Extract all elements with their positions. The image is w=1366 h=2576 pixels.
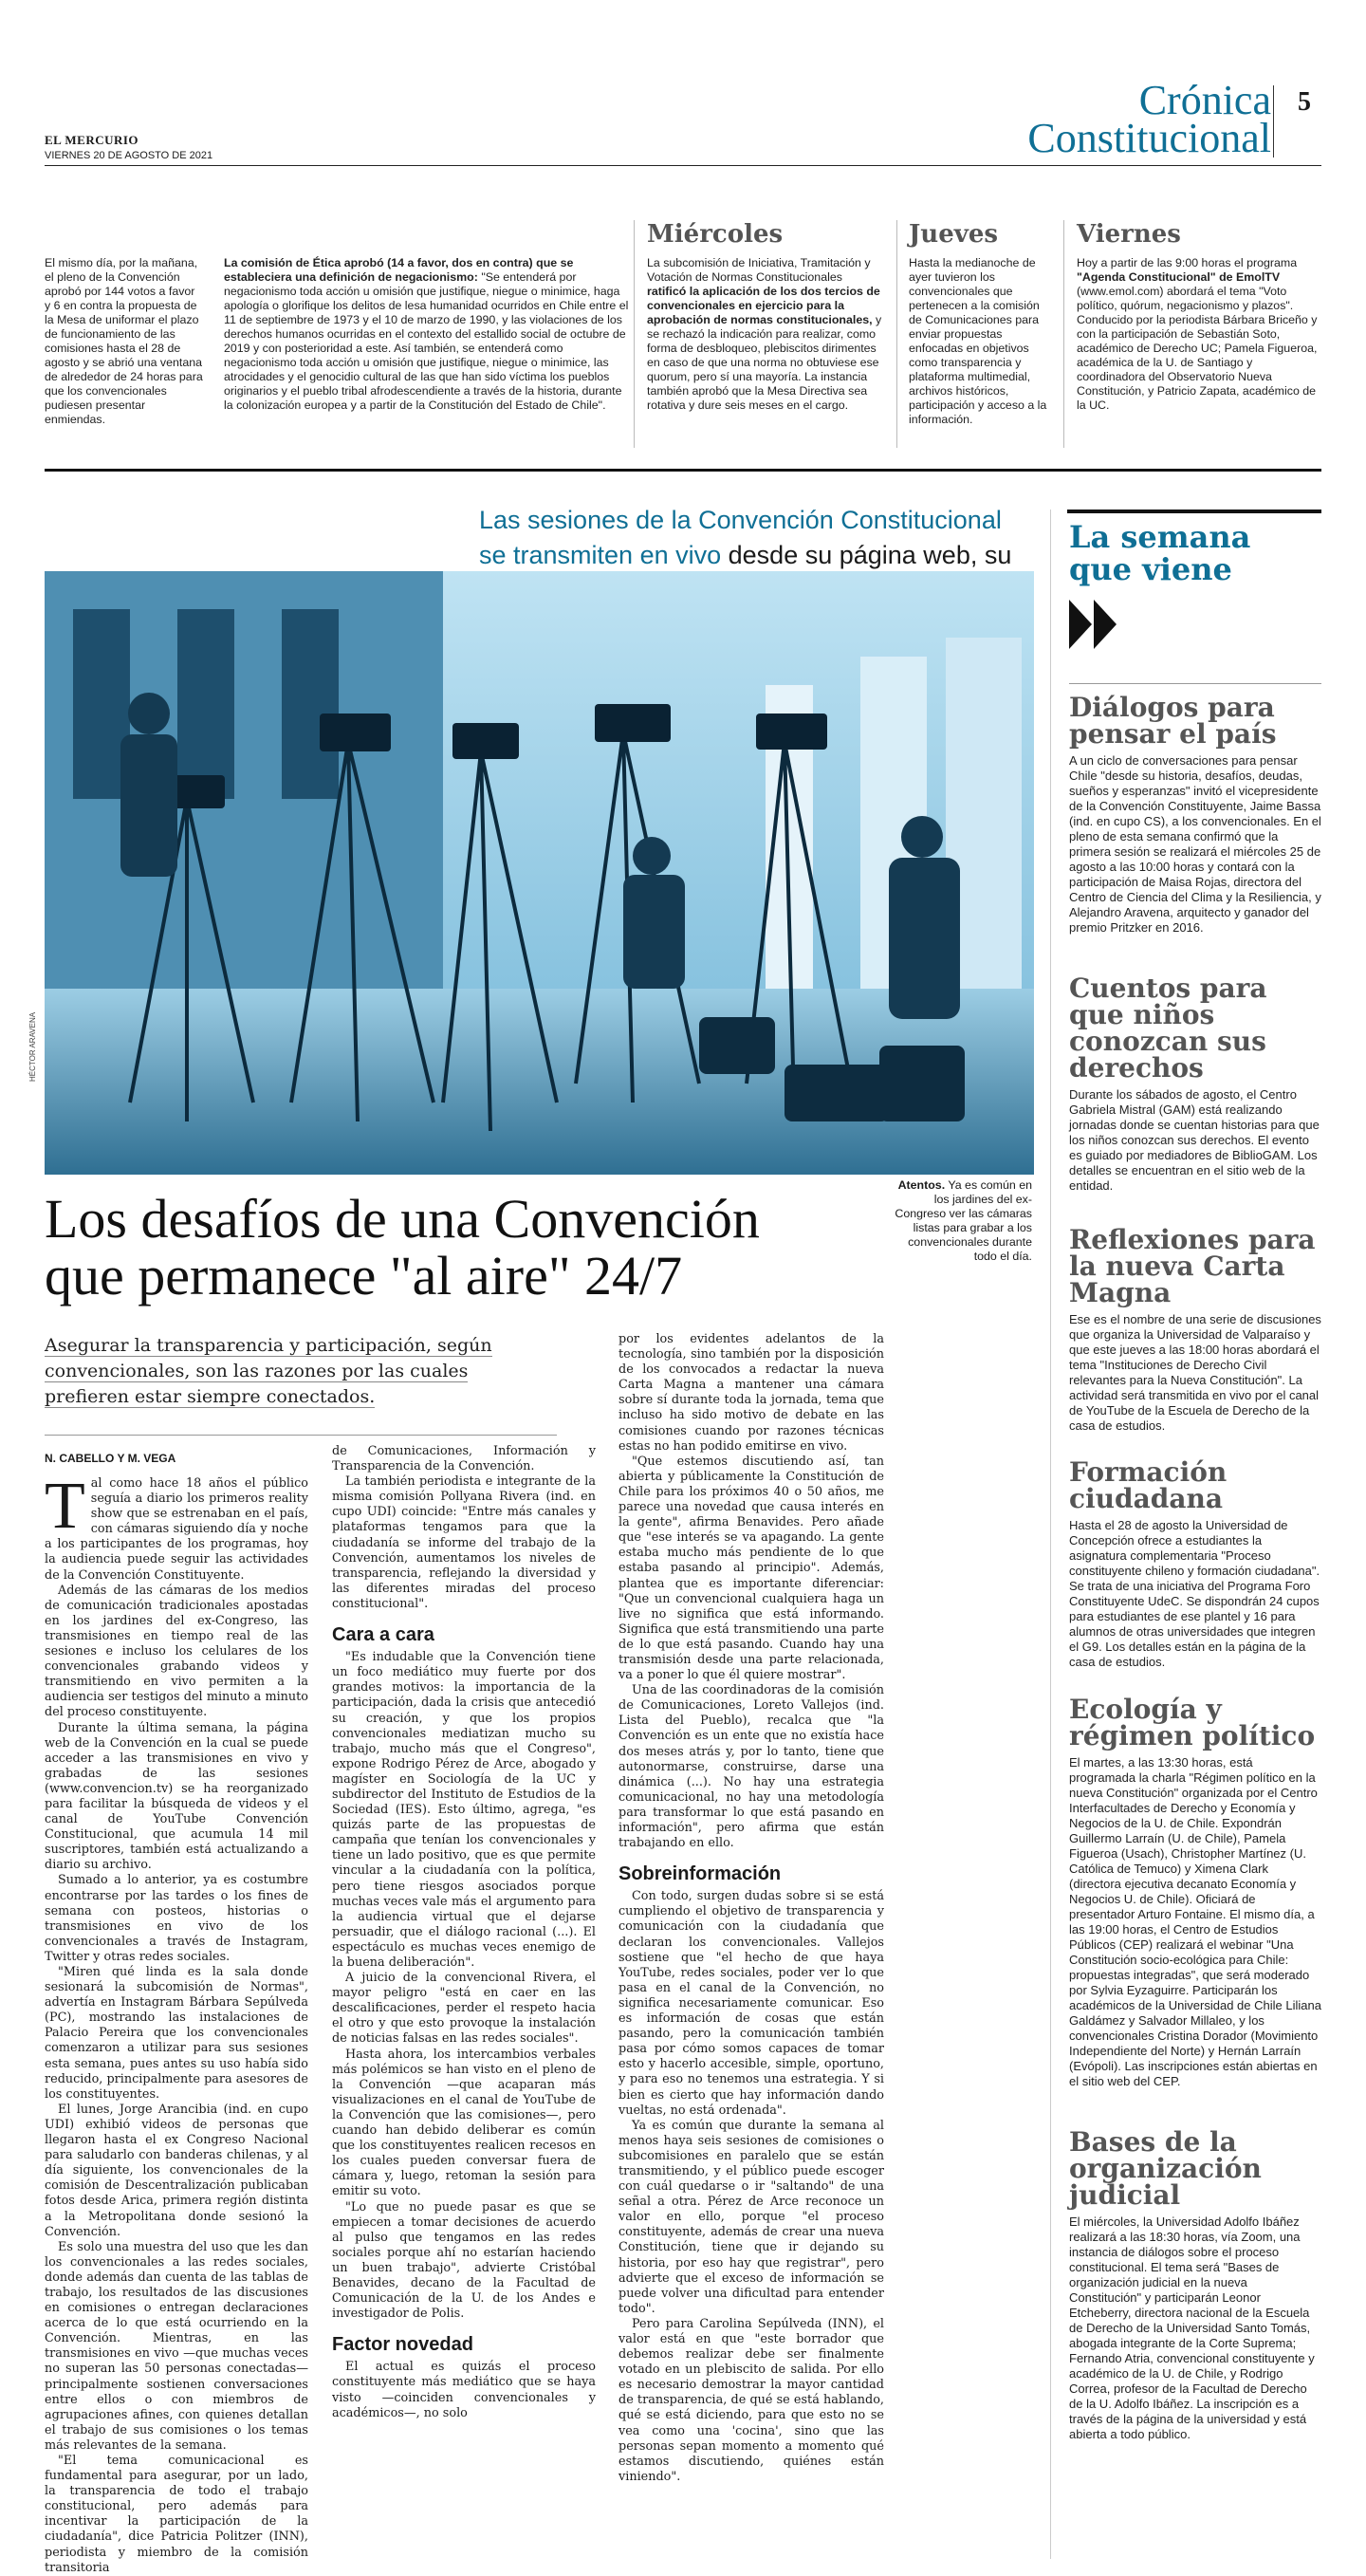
- header-rule: [45, 165, 1321, 166]
- section-title-line1: Crónica: [1138, 77, 1271, 123]
- article-column-2: [332, 1444, 596, 2421]
- day-text-viernes: [1077, 256, 1320, 413]
- photo-cameras: [45, 571, 1034, 1175]
- masthead-name: EL MERCURIO: [45, 133, 139, 147]
- byline: N. CABELLO Y M. VEGA: [45, 1452, 176, 1465]
- sidebar-item-formacion: [1069, 1456, 1321, 1670]
- paragraph: Ya es común que durante la semana al menos haya seis sesiones de comisiones o subcomisiones en paralelo que se están transmitiendo, y el público puede escoger con cuál quedarse o ir "saltando" de una señal a otra. Pérez de Arce reconoce un valor en ello, porque "el proceso constituyente, además de crear una nueva Constitución, tiene que ir dejando su historia, por eso hay que registrar", pero advierte que el exceso de información se puede volver una dificultad para entender todo".: [618, 2118, 884, 2316]
- sidebar-item-text: Durante los sábados de agosto, el Centro Gabriela Mistral (GAM) está realizando jornadas donde se cuentan historias para que los niños conozcan sus derechos. El evento es guiado por mediadores de BiblioGAM. Los detalles se encuentran en el sitio web de la entidad.: [1069, 1087, 1320, 1193]
- paragraph: "Miren qué linda es la sala donde sesionará la subcomisión de Normas", advertía en Instagram Bárbara Sepúlveda (PC), mostrando las instalaciones de Palacio Pereira que los convencionales comenzaron a utilizar para sus sesiones esta semana, pues antes su uso había sido reducido, principalmente para asesores de los constituyentes.: [45, 1965, 308, 2102]
- section-title: [949, 77, 1271, 161]
- paragraph: de Comunicaciones, Información y Transparencia de la Convención.: [332, 1444, 596, 1474]
- miercoles-bold: ratificó la aplicación de los dos tercios de convencionales en ejercicio para la aprobación de normas constitucionales,: [647, 285, 880, 326]
- paragraph: La también periodista e integrante de la misma comisión Pollyana Rivera (ind. en cupo UDI) coincide: "Entre más canales y plataformas tengamos para que la ciudadanía se informe del trabajo de la Convención, aumentamos los niveles de transparencia, reflejando la diversidad y las diferentes miradas del proceso constitucional".: [332, 1474, 596, 1611]
- sidebar-item-text: Hasta el 28 de agosto la Universidad de Concepción ofrece a estudiantes la asignatura complementaria "Proceso constituyente chileno y formación ciudadana". Se trata de una iniciativa del Programa Foro Constituyente UdeC. Se dispondrán 24 cupos para estudiantes de ese plantel y 16 para alumnos de otras universidades que integren el G9. Los detalles están en la página de la casa de estudios.: [1069, 1518, 1320, 1669]
- day-title-miercoles: Miércoles: [647, 220, 784, 249]
- sidebar-separator: [1069, 683, 1321, 684]
- photo-caption: [892, 1178, 1032, 1264]
- viernes-pre: Hoy a partir de las 9:00 horas el programa: [1077, 256, 1298, 269]
- day-title-viernes: Viernes: [1077, 220, 1181, 249]
- paragraph: Durante la última semana, la página web de la Convención en la cual se puede acceder a las transmisiones en vivo y grabadas de las sesiones (www.convencion.tv) se ha reorganizado para facilitar la búsqueda de videos y el canal de YouTube Convención Constitucional, que acumula 14 mil suscriptores, también está actualizando a diario su archivo.: [45, 1720, 308, 1873]
- day-text-miercoles: [647, 256, 884, 413]
- deck: [45, 1333, 557, 1410]
- sidebar-item-dialogos: [1069, 692, 1321, 936]
- article-column-3: [618, 1332, 884, 2485]
- paragraph: Además de las cámaras de los medios de comunicación tradicionales apostadas en los jardines del ex-Congreso, las transmisiones en tiempo real de las sesiones e incluso los celulares de los convencionales grabando videos y transmitiendo en vivo permiten a la audiencia ser testigos del minuto a minuto del proceso constituyente.: [45, 1583, 308, 1720]
- sidebar-title: [1069, 521, 1250, 585]
- sidebar-item-text: A un ciclo de conversaciones para pensar Chile "desde su historia, desafíos, deudas, sueños y esperanzas" invitó el vicepresidente de la Convención Constituyente, Jaime Bassa (ind. en cupo CS), a los convencionales. En el pleno de esta semana confirmó que la primera sesión se realizará el miércoles 25 de agosto a las 10:00 horas y contará con la participación de Maisa Rojas, directora del Centro de Ciencia del Clima y la Resiliencia, y Alejandro Aravena, arquitecto y ganador del premio Pritzker en 2016.: [1069, 753, 1321, 935]
- subhead-factor-novedad: Factor novedad: [332, 2334, 473, 2356]
- sidebar-divider: [1050, 510, 1051, 2559]
- sidebar-item-ecologia: [1069, 1696, 1321, 2089]
- sidebar-item-reflexiones: [1069, 1224, 1321, 1434]
- sidebar-item-title: Diálogos para pensar el país: [1069, 692, 1277, 750]
- article-column-1: [45, 1470, 308, 2576]
- day-text-jueves: Hasta la medianoche de ayer tuvieron los convencionales que pertenecen a la comisión de Comunicaciones para enviar propuestas enfocadas en objetivos como transparencia y plataforma multimedial, archivos históricos, participación y acceso a la información.: [909, 256, 1047, 426]
- headline: [45, 1188, 898, 1307]
- double-arrow-icon: [1069, 600, 1122, 654]
- sidebar-item-title: Ecología y régimen político: [1069, 1694, 1316, 1751]
- paragraph: por los evidentes adelantos de la tecnología, sino también por la disposición de los convocados a redactar la nueva Carta Magna a mantener una cámara sobre sí durante toda la jornada, tema que incluso ha sido motivo de debate en las comisiones cuando por razones técnicas estas no han podido emitirse en vivo.: [618, 1332, 884, 1454]
- paragraph: Una de las coordinadoras de la comisión de Comunicaciones, Loreto Vallejos (ind. Lista del Pueblo), recalca que "la Convención es un ente que no existía hace dos meses atrás y, por lo tanto, tiene que autonormarse, construirse, darse una dinámica (...). No hay una estrategia comunicacional, no hay una metodología para transformar lo que está pasando en información", pero afirma que están trabajando en ello.: [618, 1683, 884, 1851]
- paragraph: Pero para Carolina Sepúlveda (INN), el valor está en que "este borrador que debemos realizar debe ser finalmente votado en un plebiscito de salida. Por ello es necesario demostrar la mayor cantidad de transparencia, de qué se está hablando, qué se está diciendo, para que esto no se vea como una 'cocina', sino que las personas sepan momento a momento qué estamos discutiendo, quiénes están viniendo".: [618, 2316, 884, 2484]
- sidebar-item-title: Bases de la organización judicial: [1069, 2126, 1262, 2211]
- paragraph: A juicio de la convencional Rivera, el mayor peligro "está en caer en las descalificaciones, perder el respeto hacia el otro y que esto provoque la instalación de noticias falsas en las redes sociales".: [332, 1971, 596, 2047]
- photo-caption-text: Ya es común en los jardines del ex-Congreso ver las cámaras listas para grabar a los convencionales durante todo el día.: [895, 1178, 1032, 1263]
- pullquote-part-a: Las sesiones de la Convención Constitucional se transmiten en vivo: [479, 506, 1002, 569]
- sidebar-item-title: Formación ciudadana: [1069, 1456, 1228, 1514]
- top-col-2: [224, 256, 632, 413]
- masthead-date: VIERNES 20 DE AGOSTO DE 2021: [45, 150, 213, 161]
- sidebar-title-line1: La semana: [1069, 519, 1251, 555]
- paragraph: "Que estemos discutiendo así, tan abierta y públicamente la Constitución de Chile para los próximos 40 o 50 años, me parece una novedad que causa interés en la gente", afirma Benavides. Pero añade que "ese interés se va apagando. La gente estaba mucho más pendiente de lo que estaba pasando al principio". Además, plantea que es importante diferenciar: "Que un convencional cualquiera haga un live no significa que está informando. Significa que está transmitiendo una parte de lo que está pasando. Cuando hay una transmisión desde una parte relacionada, va a poner lo que él quiere mostrar".: [618, 1454, 884, 1683]
- paragraph: Es solo una muestra del uso que les dan los convencionales a las redes sociales, donde además dan cuenta de las tablas de trabajo, los resultados de las discusiones en comisiones o entregan declaraciones acerca de lo que está ocurriendo en la Convención. Mientras, en las transmisiones en vivo —que muchas veces no superan las 50 personas conectadas— principalmente sostienen conversaciones entre ellos o con miembros de agrupaciones afines, con quienes detallan el trabajo de sus comisiones o los temas más relevantes de la semana.: [45, 2239, 308, 2453]
- photo-credit: HÉCTOR ARAVENA: [28, 1011, 37, 1082]
- miercoles-post: y se rechazó la indicación para realizar, como forma de desbloqueo, plebiscitos dirimentes en caso de que una norma no obtuviese ese quorum, pero sí una mayoría. La instancia también aprobó que la Mesa Directiva sea rotativa y dure seis meses en el cargo.: [647, 313, 882, 412]
- deck-rule: [45, 1435, 557, 1436]
- paragraph: al como hace 18 años el público seguía a diario los primeros reality show que se estrenaban en el país, con cámaras siguiendo día y noche a los participantes de los programas, hoy la audiencia puede seguir las actividades de la Convención Constituyente.: [45, 1476, 308, 1583]
- header-divider: [1273, 85, 1274, 158]
- section-rule: [45, 469, 1321, 472]
- sidebar-item-text: Ese es el nombre de una serie de discusiones que organiza la Universidad de Valparaíso y que este jueves a las 18:00 horas abordará el tema "Instituciones de Derecho Civil relevantes para la Nueva Constitución". La actividad será transmitida en vivo por el canal de YouTube de la Escuela de Derecho de la casa de estudios.: [1069, 1312, 1321, 1433]
- paragraph: El lunes, Jorge Arancibia (ind. en cupo UDI) exhibió videos de personas que llegaron hasta el ex Congreso Nacional para saludarlo con banderas chilenas, y al día siguiente, los convencionales de la comisión de Descentralización publicaban fotos desde Arica, primera región distinta a la Metropolitana donde sesionó la Convención.: [45, 2102, 308, 2239]
- viernes-post: (www.emol.com) abordará el tema "Voto político, quórum, negacionismo y plazos". Conducido por la periodista Bárbara Briceño y con la participación de Sebastián Soto, académico de Derecho UC; Pamela Figueroa, académica de la U. de Santiago y coordinadora del Observatorio Nueva Constitución, y Patricio Zapata, académico de la UC.: [1077, 285, 1318, 412]
- sidebar-item-bases: [1069, 2126, 1321, 2442]
- headline-line-1: Los desafíos de una Convención: [45, 1188, 760, 1250]
- drop-cap: T: [45, 1470, 85, 1543]
- top-divider: [896, 220, 897, 448]
- subhead-cara-a-cara: Cara a cara: [332, 1624, 434, 1646]
- sidebar-item-title: Cuentos para que niños conozcan sus derechos: [1069, 973, 1267, 1084]
- sidebar-item-title: Reflexiones para la nueva Carta Magna: [1069, 1224, 1316, 1308]
- top-col-2-body: "Se entenderá por negacionismo toda acción u omisión que justifique, niegue o minimice, haga apología o glorifique los delitos de lesa humanidad ocurridos en Chile entre el 11 de septiembre de 1973 y el 10 de marzo de 1990, y las violaciones de los derechos humanos ocurridas en el contexto del estallido social de octubre de 2019 y con posterioridad a este. Así también, se entenderá como negacionismo toda acción u omisión que justifique, niegue o minimice, las atrocidades y el genocidio cultural de las que han sido víctima los pueblos originarios y el pueblo tribal afrodescendiente a través de la historia, durante la colonización europea y a partir de la Constitución del Estado de Chile".: [224, 270, 629, 412]
- sidebar-top-rule: [1067, 510, 1321, 513]
- day-title-jueves: Jueves: [909, 220, 999, 249]
- paragraph: Hasta ahora, los intercambios verbales más polémicos se han visto en el pleno de la Convención —que acaparan más visualizaciones en el canal de YouTube de la Convención que las comisiones—, pero cuando han debido deliberar es común que los constituyentes realicen recesos en los cuales pueden conversar fuera de cámara y, luego, retoman la sesión para emitir su voto.: [332, 2047, 596, 2199]
- headline-line-2: que permanece "al aire" 24/7: [45, 1245, 683, 1307]
- page-number: 5: [1298, 87, 1311, 117]
- pullquote-part-b: desde su página web, su: [728, 541, 1012, 569]
- sidebar-item-text: El miércoles, la Universidad Adolfo Ibáñez realizará a las 18:30 horas, vía Zoom, una instancia de diálogos sobre el proceso constitucional. El tema será "Bases de organización judicial en la nueva Constitución" y participarán Leonor Etcheberry, directora nacional de la Escuela de Derecho de la Universidad Santo Tomás, abogada integrante de la Corte Suprema; Fernando Atria, convencional constituyente y académico de la U. de Chile, y Rodrigo Correa, profesor de la Facultad de Derecho de la U. Adolfo Ibáñez. La inscripción es a través de la página de la universidad y está abierta a todo público.: [1069, 2215, 1315, 2441]
- paragraph: "El tema comunicacional es fundamental para asegurar, por un lado, la transparencia de todo el trabajo constitucional, pero además para incentivar la participación de la ciudadanía", dice Patricia Politzer (INN), periodista y miembro de la comisión transitoria: [45, 2454, 308, 2575]
- top-col-2-lead: La comisión de Ética aprobó (14 a favor, dos en contra) que se estableciera una definición de negacionismo:: [224, 256, 574, 284]
- subhead-sobreinformacion: Sobreinformación: [618, 1863, 782, 1885]
- section-title-line2: Constitucional: [1027, 115, 1271, 161]
- photo-illustration: [45, 571, 1034, 1175]
- paragraph: "Lo que no puede pasar es que se empiecen a tomar decisiones de acuerdo al pulso que tengamos en las redes sociales porque ahí no estarían haciendo un buen trabajo", advierte Cristóbal Benavides, decano de la Facultad de Comunicación de la U. de los Andes e investigador de Polis.: [332, 2199, 596, 2322]
- top-col-1: El mismo día, por la mañana, el pleno de la Convención aprobó por 144 votos a favor y 6 en contra la propuesta de la Mesa de uniformar el plazo de funcionamiento de las comisiones hasta el 28 de agosto y se abrió una ventana de alrededor de 24 horas para que los convencionales pudiesen presentar enmiendas.: [45, 256, 203, 426]
- deck-text: Asegurar la transparencia y participación, según convencionales, son las razones por las cuales prefieren estar siempre conectados.: [45, 1335, 492, 1407]
- sidebar-title-line2: que viene: [1069, 551, 1232, 587]
- paragraph: Con todo, surgen dudas sobre si se está cumpliendo el objetivo de transparencia y comunicación con la ciudadanía que declaran los convencionales. Vallejos sostiene que "el hecho de que haya YouTube, redes sociales, poder ver lo que pasa en el canal de la Convención, no significa necesariamente comunicar. Eso es información de cosas que están pasando, pero la comunicación también pasa por cómo somos capaces de tomar esto y hacerlo accesible, simple, oportuno, y para eso no tenemos una estrategia. Y si bien es cierto que hay información dando vueltas, no está ordenada".: [618, 1889, 884, 2118]
- paragraph: Sumado a lo anterior, ya es costumbre encontrarse por las tardes o los fines de semana con posteos, historias o transmisiones en vivo de los convencionales a través de Instagram, Twitter y otras redes sociales.: [45, 1873, 308, 1964]
- sidebar-item-text: El martes, a las 13:30 horas, está programada la charla "Régimen político en la nueva Constitución" organizada por el Centro Interfacultades de Derecho y Economía y Negocios de la U. de Chile. Expondrán Guillermo Larraín (U. de Chile), Pamela Figueroa (Usach), Christopher Martínez (U. Católica de Temuco) y Ximena Clark (directora ejecutiva decanato Economía y Negocios U. de Chile). Oficiará de presentador Arturo Fontaine. El mismo día, a las 19:00 horas, el Centro de Estudios Públicos (CEP) realizará el webinar "Una Constitución socio-ecológica para Chile: propuestas integradas", que será moderado por Sylvia Eyzaguirre. Participarán los académicos de la Universidad de Chile Liliana Galdámez y Salvador Millaleo, y los convencionales Cristina Dorador (Movimiento Independiente del Norte) y Hernán Larraín (Evópoli). Las inscripciones están abiertas en el sitio web del CEP.: [1069, 1755, 1321, 2088]
- viernes-bold: "Agenda Constitucional" de EmolTV: [1077, 270, 1281, 284]
- top-divider: [1063, 220, 1064, 448]
- paragraph: "Es indudable que la Convención tiene un foco mediático muy fuerte por dos grandes motivos: la importancia de la participación, dada la crisis que antecedió su creación, y que los propios convencionales mediatizan mucho su trabajo, mucho más que el Congreso", expone Rodrigo Pérez de Arce, abogado y magíster en Sociología de la UC y subdirector del Instituto de Estudios de la Sociedad (IES). Esto último, agrega, "es quizás parte de las propuestas de campaña que tenían los convencionales y tiene un lado positivo, que es que permite vincular a la ciudadanía con la política, pero tiene riesgos asociados porque muchas veces vale más el argumento para la audiencia virtual que el dejarse persuadir, que el diálogo racional (...). El espectáculo es muchas veces enemigo de la buena deliberación".: [332, 1650, 596, 1970]
- sidebar-item-cuentos: [1069, 975, 1321, 1194]
- top-divider: [634, 220, 635, 448]
- miercoles-pre: La subcomisión de Iniciativa, Tramitación y Votación de Normas Constitucionales: [647, 256, 871, 284]
- photo-caption-lead: Atentos.: [897, 1178, 946, 1192]
- paragraph: El actual es quizás el proceso constituyente más mediático que se haya visto —coinciden convencionales y académicos—, no solo: [332, 2360, 596, 2420]
